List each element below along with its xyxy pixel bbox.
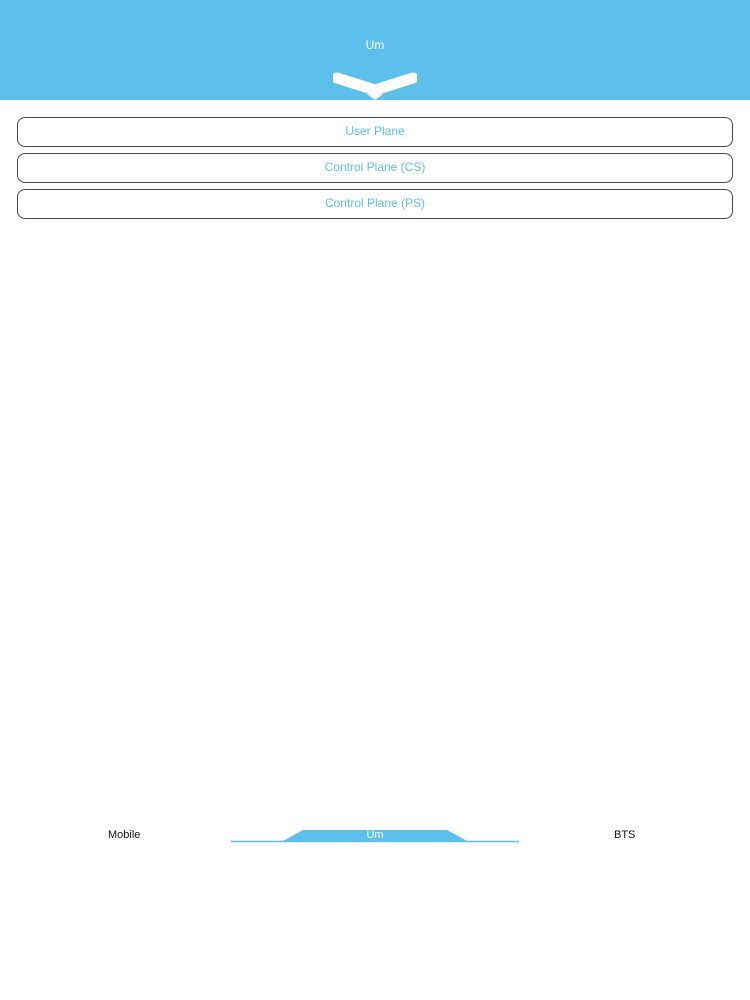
interface-label: Um [366,829,384,841]
control-plane-ps-button[interactable]: Control Plane (PS) [17,189,733,219]
collapse-toggle-button[interactable] [333,70,417,100]
mobile-label: Mobile [108,829,141,841]
plane-options-list [17,117,733,225]
header-title: Um [365,38,385,52]
bts-label: BTS [614,829,636,841]
chevron-down-icon [333,70,417,100]
user-plane-button[interactable]: User Plane [17,117,733,147]
control-plane-cs-button[interactable]: Control Plane (CS) [17,153,733,183]
header [0,0,750,100]
interface-bar [0,826,750,846]
